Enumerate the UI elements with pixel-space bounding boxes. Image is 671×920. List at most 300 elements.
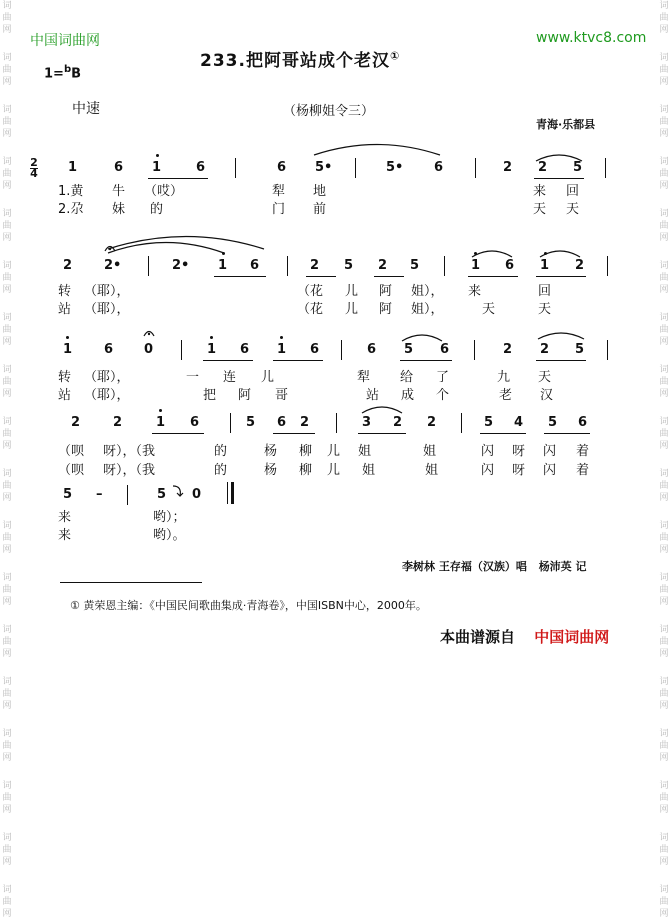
watermark-char: 词 <box>2 677 12 687</box>
lyric: 汉 <box>540 388 554 403</box>
watermark-char: 词 <box>659 209 669 219</box>
watermark-char: 网 <box>2 545 12 555</box>
note: 2 <box>393 415 403 430</box>
watermark-char: 曲 <box>659 429 669 439</box>
note: 5• <box>315 160 333 175</box>
barline <box>181 340 182 360</box>
note: 6 <box>578 415 588 430</box>
watermark-char: 曲 <box>2 273 12 283</box>
slur <box>360 404 404 414</box>
footer-source-label: 本曲谱源自 <box>440 628 516 646</box>
watermark-char: 网 <box>659 701 669 711</box>
watermark-char: 词 <box>2 313 12 323</box>
watermark-char: 网 <box>659 597 669 607</box>
watermark-char: 曲 <box>2 689 12 699</box>
watermark-char: 词 <box>659 469 669 479</box>
key-signature <box>44 64 81 81</box>
underline <box>306 276 336 277</box>
note: 5 <box>410 258 420 273</box>
note: 5 <box>484 415 494 430</box>
note: 6 <box>190 415 200 430</box>
barline <box>287 256 288 276</box>
watermark-char: 词 <box>2 885 12 895</box>
watermark-char: 曲 <box>659 793 669 803</box>
lyric: 的 <box>150 202 164 217</box>
key-note: B <box>71 66 82 82</box>
watermark-char: 词 <box>2 157 12 167</box>
watermark-char: 网 <box>659 909 669 919</box>
watermark-char: 网 <box>659 337 669 347</box>
slur <box>312 142 442 156</box>
note: 1 <box>218 258 228 273</box>
note: 6 <box>434 160 444 175</box>
credits <box>402 558 587 574</box>
lyric: （耶）， <box>84 302 130 317</box>
note: 2• <box>104 258 122 273</box>
fermata <box>104 242 116 252</box>
lyric: （耶）， <box>84 370 130 385</box>
watermark-char: 网 <box>2 857 12 867</box>
watermark-char: 词 <box>2 729 12 739</box>
watermark-char: 词 <box>2 105 12 115</box>
watermark-char: 曲 <box>2 845 12 855</box>
watermark-char: 曲 <box>659 585 669 595</box>
watermark-char: 曲 <box>659 65 669 75</box>
lyric: 回 <box>566 184 580 199</box>
lyric: 姐 <box>358 444 372 459</box>
octave-dot <box>210 336 213 339</box>
slur <box>470 248 514 258</box>
underline <box>468 276 518 277</box>
note: 2 <box>113 415 123 430</box>
watermark-char: 曲 <box>2 637 12 647</box>
lyric: （花 <box>297 284 324 299</box>
note: 5 <box>548 415 558 430</box>
lyric: 来 <box>58 528 72 543</box>
lyric: （呗 <box>58 463 85 478</box>
time-sig-top: 2 <box>30 156 38 169</box>
lyric: 转 <box>58 284 72 299</box>
slur <box>536 330 586 340</box>
watermark-char: 网 <box>659 441 669 451</box>
watermark-char: 网 <box>659 25 669 35</box>
barline <box>148 256 149 276</box>
watermark-char: 词 <box>659 521 669 531</box>
watermark-char: 词 <box>2 365 12 375</box>
lyric: （耶）， <box>84 388 130 403</box>
watermark-char: 曲 <box>2 169 12 179</box>
watermark-char: 网 <box>2 181 12 191</box>
lyric: 1.黄 <box>58 184 84 199</box>
lyric: 一 <box>186 370 200 385</box>
left-watermark-strip <box>0 0 14 919</box>
watermark-char: 词 <box>659 417 669 427</box>
watermark-char: 网 <box>2 25 12 35</box>
note: 5 <box>157 487 167 502</box>
lyric: 哟）； <box>153 510 186 525</box>
lyric: 儿 <box>327 463 341 478</box>
watermark-char: 曲 <box>2 65 12 75</box>
fermata <box>143 327 155 337</box>
watermark-char: 曲 <box>2 325 12 335</box>
lyric: 呀 <box>512 463 526 478</box>
underline <box>203 360 253 361</box>
singers: 李树林 王存福（汉族）唱 <box>402 560 527 573</box>
watermark-char: 网 <box>659 129 669 139</box>
lyric: 儿 <box>345 284 359 299</box>
lyric: 2.尕 <box>58 202 84 217</box>
watermark-char: 词 <box>659 781 669 791</box>
lyric: 呀），（我 <box>103 444 156 459</box>
watermark-char: 曲 <box>659 221 669 231</box>
lyric: 姐 <box>362 463 376 478</box>
title-footnote-mark: ① <box>389 49 401 63</box>
note: 5 <box>246 415 256 430</box>
footer-source <box>440 626 609 647</box>
watermark-char: 网 <box>2 389 12 399</box>
octave-dot <box>280 336 283 339</box>
watermark-char: 网 <box>659 649 669 659</box>
glide-mark <box>172 484 186 498</box>
barline <box>341 340 342 360</box>
watermark-char: 词 <box>659 53 669 63</box>
lyric: 九 <box>497 370 511 385</box>
underline <box>358 433 406 434</box>
note: 2 <box>538 160 548 175</box>
watermark-char: 网 <box>2 129 12 139</box>
watermark-char: 曲 <box>659 325 669 335</box>
watermark-char: 曲 <box>659 741 669 751</box>
lyric: 个 <box>436 388 450 403</box>
slur <box>106 232 266 250</box>
lyric: （哎） <box>144 184 184 199</box>
final-barline-thin <box>227 482 228 504</box>
slur <box>538 248 582 258</box>
watermark-char: 词 <box>2 1 12 11</box>
lyric: 站 <box>58 388 72 403</box>
note: 6 <box>277 415 287 430</box>
note: 2 <box>503 342 513 357</box>
note: 1 <box>68 160 78 175</box>
watermark-char: 词 <box>2 469 12 479</box>
note: 6 <box>196 160 206 175</box>
key-flat: b <box>63 64 72 75</box>
watermark-char: 词 <box>2 261 12 271</box>
barline <box>475 158 476 178</box>
watermark-char: 曲 <box>659 481 669 491</box>
note: 1 <box>63 342 73 357</box>
lyric: （耶）， <box>84 284 130 299</box>
underline <box>214 276 266 277</box>
underline <box>536 360 586 361</box>
watermark-char: 曲 <box>2 741 12 751</box>
note: 0 <box>144 342 154 357</box>
footnote-rule <box>60 582 202 583</box>
note: 6 <box>250 258 260 273</box>
lyric: 门 <box>272 202 286 217</box>
lyric: 呀），（我 <box>103 463 156 478</box>
right-watermark-strip <box>657 0 671 919</box>
watermark-char: 曲 <box>659 689 669 699</box>
region-label: 青海·乐都县 <box>536 118 596 131</box>
watermark-char: 词 <box>659 573 669 583</box>
lyric: 把 <box>203 388 217 403</box>
watermark-char: 词 <box>659 625 669 635</box>
song-title <box>200 46 400 71</box>
watermark-char: 曲 <box>659 13 669 23</box>
lyric: 妹 <box>112 202 126 217</box>
note: 5 <box>344 258 354 273</box>
note: 6 <box>277 160 287 175</box>
lyric: 姐 <box>423 444 437 459</box>
key-label: 1= <box>44 66 64 82</box>
watermark-char: 词 <box>2 521 12 531</box>
lyric: （呗 <box>58 444 85 459</box>
barline <box>235 158 236 178</box>
dash: – <box>96 487 103 502</box>
lyric: 呀 <box>512 444 526 459</box>
underline <box>480 433 526 434</box>
note: 2 <box>378 258 388 273</box>
lyric: 来 <box>468 284 482 299</box>
lyric: 连 <box>223 370 237 385</box>
lyric: （花 <box>297 302 324 317</box>
note: 2 <box>310 258 320 273</box>
watermark-char: 曲 <box>2 117 12 127</box>
barline <box>230 413 231 433</box>
watermark-char: 网 <box>2 701 12 711</box>
lyric: 站 <box>366 388 380 403</box>
site-url-right[interactable]: www.ktvc8.com <box>536 30 647 46</box>
note: 5 <box>575 342 585 357</box>
lyric: 犁 <box>357 370 371 385</box>
lyric: 前 <box>313 202 327 217</box>
note: 1 <box>277 342 287 357</box>
lyric: 闪 <box>543 463 557 478</box>
barline <box>127 485 128 505</box>
lyric: 柳 <box>299 444 313 459</box>
lyric: 闪 <box>481 463 495 478</box>
lyric: 回 <box>538 284 552 299</box>
watermark-char: 网 <box>2 233 12 243</box>
watermark-char: 曲 <box>659 897 669 907</box>
watermark-char: 网 <box>659 753 669 763</box>
subtitle: （杨柳姐令三） <box>283 104 375 119</box>
note: 4 <box>514 415 524 430</box>
watermark-char: 词 <box>659 261 669 271</box>
lyric: 天 <box>566 202 580 217</box>
watermark-char: 网 <box>659 389 669 399</box>
lyric: 阿 <box>238 388 252 403</box>
lyric: 犁 <box>272 184 286 199</box>
lyric: 的 <box>214 463 228 478</box>
barline <box>461 413 462 433</box>
watermark-char: 词 <box>659 365 669 375</box>
watermark-char: 曲 <box>2 377 12 387</box>
watermark-char: 曲 <box>659 637 669 647</box>
lyric: 的 <box>214 444 228 459</box>
final-barline-thick <box>231 482 234 504</box>
note: 2• <box>172 258 190 273</box>
watermark-char: 曲 <box>2 13 12 23</box>
lyric: 闪 <box>543 444 557 459</box>
note: 1 <box>540 258 550 273</box>
watermark-char: 网 <box>2 493 12 503</box>
barline <box>607 340 608 360</box>
watermark-char: 曲 <box>2 585 12 595</box>
lyric: 来 <box>533 184 547 199</box>
note: 6 <box>505 258 515 273</box>
watermark-char: 曲 <box>2 221 12 231</box>
watermark-char: 曲 <box>2 481 12 491</box>
note: 6 <box>114 160 124 175</box>
watermark-char: 词 <box>659 157 669 167</box>
lyric: 儿 <box>345 302 359 317</box>
watermark-char: 曲 <box>659 377 669 387</box>
watermark-char: 网 <box>2 805 12 815</box>
note: 0 <box>192 487 202 502</box>
watermark-char: 曲 <box>659 117 669 127</box>
note: 5 <box>404 342 414 357</box>
lyric: 天 <box>482 302 496 317</box>
lyric: 柳 <box>299 463 313 478</box>
underline <box>148 178 208 179</box>
watermark-char: 网 <box>659 233 669 243</box>
watermark-char: 曲 <box>659 533 669 543</box>
lyric: 转 <box>58 370 72 385</box>
underline <box>544 433 590 434</box>
watermark-char: 曲 <box>2 429 12 439</box>
watermark-char: 网 <box>2 77 12 87</box>
note: 2 <box>427 415 437 430</box>
barline <box>336 413 337 433</box>
watermark-char: 网 <box>659 545 669 555</box>
watermark-char: 词 <box>659 313 669 323</box>
note: 2 <box>63 258 73 273</box>
octave-dot <box>156 154 159 157</box>
note: 5• <box>386 160 404 175</box>
note: 2 <box>71 415 81 430</box>
lyric: 姐）， <box>411 302 444 317</box>
watermark-char: 网 <box>2 753 12 763</box>
time-sig-bottom: 4 <box>30 167 38 180</box>
watermark-char: 网 <box>2 285 12 295</box>
lyric: 阿 <box>379 284 393 299</box>
watermark-char: 曲 <box>2 897 12 907</box>
watermark-char: 网 <box>2 337 12 347</box>
watermark-char: 网 <box>659 857 669 867</box>
lyric: 杨 <box>264 444 278 459</box>
lyric: 哟）。 <box>153 528 186 543</box>
watermark-char: 网 <box>2 909 12 919</box>
watermark-char: 词 <box>659 729 669 739</box>
watermark-char: 词 <box>659 833 669 843</box>
note: 2 <box>540 342 550 357</box>
note: 6 <box>104 342 114 357</box>
note: 1 <box>156 415 166 430</box>
watermark-char: 词 <box>2 417 12 427</box>
lyric: 闪 <box>481 444 495 459</box>
octave-dot <box>66 336 69 339</box>
slur <box>400 332 444 342</box>
lyric: 杨 <box>264 463 278 478</box>
note: 1 <box>152 160 162 175</box>
lyric: 天 <box>533 202 547 217</box>
watermark-char: 曲 <box>659 169 669 179</box>
footnote: ① 黄荣恩主编：《中国民间歌曲集成·青海卷》，中国ISBN中心，2000年。 <box>70 599 427 612</box>
recorder: 杨沛英 记 <box>538 560 587 573</box>
note: 1 <box>471 258 481 273</box>
lyric: 地 <box>313 184 327 199</box>
underline <box>400 360 452 361</box>
note: 2 <box>300 415 310 430</box>
watermark-char: 网 <box>2 649 12 659</box>
watermark-char: 词 <box>659 677 669 687</box>
time-signature <box>30 158 38 179</box>
watermark-char: 词 <box>2 209 12 219</box>
watermark-char: 曲 <box>2 793 12 803</box>
watermark-char: 词 <box>2 53 12 63</box>
lyric: 姐）， <box>411 284 444 299</box>
lyric: 老 <box>499 388 513 403</box>
watermark-char: 词 <box>2 573 12 583</box>
note: 5 <box>63 487 73 502</box>
watermark-char: 曲 <box>659 845 669 855</box>
watermark-char: 词 <box>2 625 12 635</box>
tempo-marking: 中速 <box>72 101 100 117</box>
note: 6 <box>440 342 450 357</box>
watermark-char: 网 <box>659 77 669 87</box>
watermark-char: 词 <box>2 781 12 791</box>
octave-dot <box>159 409 162 412</box>
lyric: 给 <box>400 370 414 385</box>
lyric: 了 <box>436 370 450 385</box>
note: 6 <box>310 342 320 357</box>
slur <box>534 152 584 162</box>
watermark-char: 词 <box>659 1 669 11</box>
lyric: 姐 <box>425 463 439 478</box>
watermark-char: 词 <box>659 105 669 115</box>
lyric: 成 <box>401 388 415 403</box>
note: 1 <box>207 342 217 357</box>
barline <box>605 158 606 178</box>
lyric: 着 <box>576 444 590 459</box>
site-name-left[interactable]: 中国词曲网 <box>30 33 100 49</box>
lyric: 阿 <box>379 302 393 317</box>
note: 6 <box>367 342 377 357</box>
note: 5 <box>573 160 583 175</box>
watermark-char: 网 <box>2 441 12 451</box>
footer-site-link[interactable]: 中国词曲网 <box>534 628 610 646</box>
lyric: 站 <box>58 302 72 317</box>
watermark-char: 词 <box>659 885 669 895</box>
lyric: 来 <box>58 510 72 525</box>
watermark-char: 网 <box>2 597 12 607</box>
barline <box>607 256 608 276</box>
underline <box>536 276 586 277</box>
song-title-text: 233.把阿哥站成个老汉 <box>200 51 390 71</box>
note: 2 <box>503 160 513 175</box>
lyric: 天 <box>538 370 552 385</box>
underline <box>273 360 323 361</box>
watermark-char: 网 <box>659 285 669 295</box>
watermark-char: 曲 <box>2 533 12 543</box>
barline <box>444 256 445 276</box>
note: 3 <box>362 415 372 430</box>
underline <box>534 178 584 179</box>
lyric: 儿 <box>327 444 341 459</box>
lyric: 牛 <box>112 184 126 199</box>
